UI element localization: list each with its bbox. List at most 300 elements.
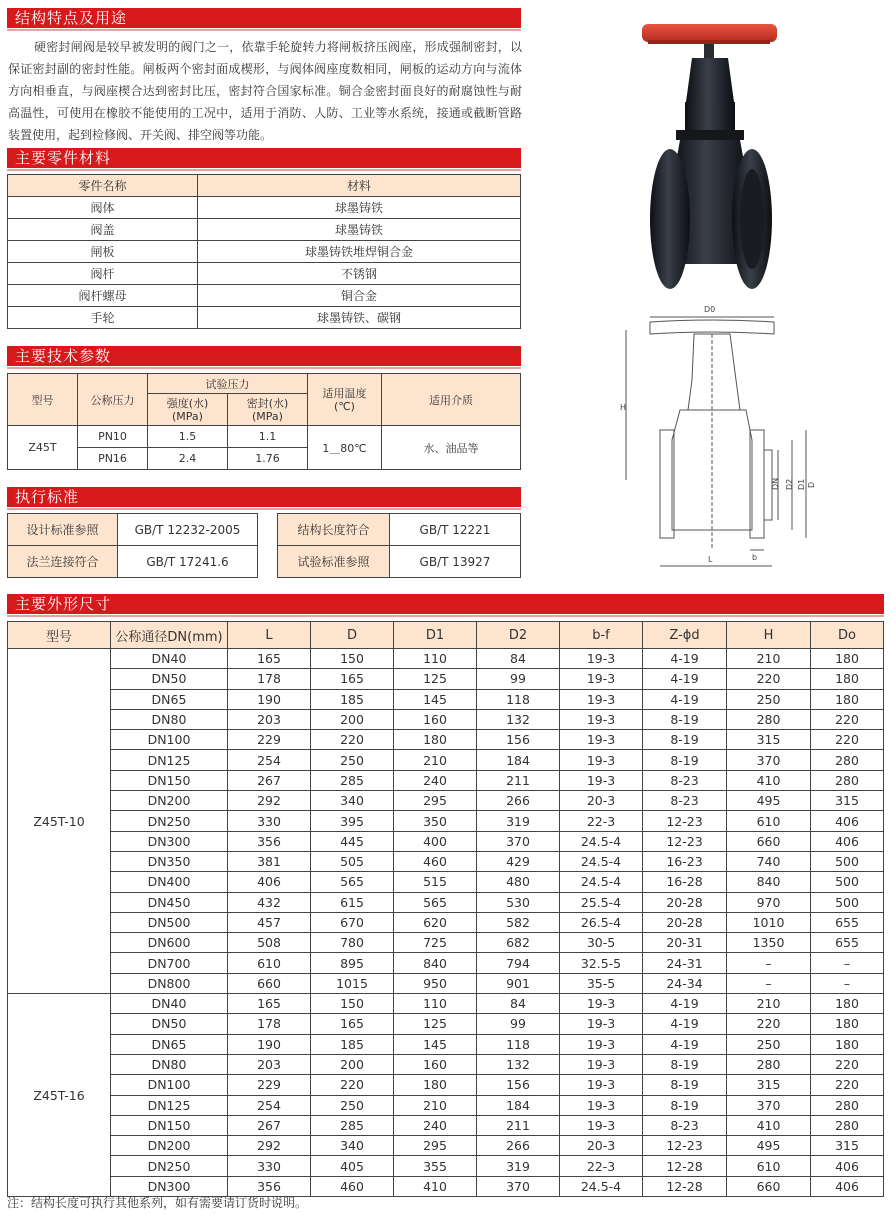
- dims-cell: 165: [311, 1014, 394, 1034]
- dims-cell: DN100: [111, 1075, 228, 1095]
- dims-cell: 315: [727, 1075, 811, 1095]
- material-value: 球墨铸铁、碳钢: [198, 307, 521, 329]
- dims-cell: DN100: [111, 730, 228, 750]
- dims-cell: 4-19: [643, 994, 727, 1014]
- tech-strength-unit: (MPa): [172, 409, 203, 423]
- dims-cell: –: [727, 973, 811, 993]
- materials-row: [8, 197, 521, 219]
- dims-cell: 125: [394, 1014, 477, 1034]
- dims-cell: 20-3: [560, 1136, 643, 1156]
- dims-cell: 266: [477, 1136, 560, 1156]
- dims-cell: DN250: [111, 1156, 228, 1176]
- dims-cell: 25.5-4: [560, 892, 643, 912]
- dims-cell: 460: [311, 1176, 394, 1196]
- dims-cell: 184: [477, 750, 560, 770]
- dims-cell: DN40: [111, 994, 228, 1014]
- dims-cell: DN200: [111, 1136, 228, 1156]
- dims-cell: 110: [394, 994, 477, 1014]
- dims-cell: 178: [228, 669, 311, 689]
- dims-cell: 180: [811, 994, 884, 1014]
- dims-cell: 150: [311, 649, 394, 669]
- dims-cell: 35-5: [560, 973, 643, 993]
- dims-cell: 8-19: [643, 1075, 727, 1095]
- standards-table: [7, 513, 521, 578]
- dims-header-cell: 公称通径DN(mm): [111, 622, 228, 649]
- dims-header-cell: b-f: [560, 622, 643, 649]
- dims-cell: 210: [727, 649, 811, 669]
- dims-cell: DN80: [111, 1054, 228, 1074]
- dims-cell: 508: [228, 933, 311, 953]
- dims-cell: 220: [811, 1054, 884, 1074]
- dims-cell: 410: [394, 1176, 477, 1196]
- dims-cell: 500: [811, 851, 884, 871]
- dims-cell: 32.5-5: [560, 953, 643, 973]
- dims-cell: –: [811, 973, 884, 993]
- dims-cell: 22-3: [560, 1156, 643, 1176]
- dims-cell: DN150: [111, 770, 228, 790]
- dims-cell: DN600: [111, 933, 228, 953]
- table-row: [8, 750, 884, 770]
- dims-cell: 185: [311, 1034, 394, 1054]
- dims-cell: 19-3: [560, 689, 643, 709]
- valve-photo: [630, 14, 790, 304]
- dims-cell: 16-28: [643, 872, 727, 892]
- dims-cell: 19-3: [560, 994, 643, 1014]
- table-row: [8, 892, 884, 912]
- dims-cell: 180: [811, 1034, 884, 1054]
- standard-value-length: GB/T 12221: [390, 514, 521, 546]
- dims-cell: 160: [394, 1054, 477, 1074]
- model-cell: Z45T-10: [8, 649, 111, 994]
- dims-cell: 220: [311, 730, 394, 750]
- dims-cell: 8-19: [643, 730, 727, 750]
- dims-cell: 655: [811, 912, 884, 932]
- dims-cell: 285: [311, 1115, 394, 1135]
- dims-cell: DN300: [111, 1176, 228, 1196]
- dims-cell: 266: [477, 791, 560, 811]
- section-header-standards: 执行标准: [7, 487, 521, 507]
- dims-cell: 20-28: [643, 892, 727, 912]
- tech-temp-label: 适用温度: [322, 386, 367, 400]
- table-row: [8, 669, 884, 689]
- dims-cell: 950: [394, 973, 477, 993]
- dims-cell: 8-23: [643, 1115, 727, 1135]
- material-part-name: 闸板: [8, 241, 198, 263]
- dims-cell: 655: [811, 933, 884, 953]
- dims-cell: 405: [311, 1156, 394, 1176]
- dims-cell: 740: [727, 851, 811, 871]
- table-row: [8, 973, 884, 993]
- dims-cell: 319: [477, 1156, 560, 1176]
- table-row: [8, 912, 884, 932]
- table-row: [8, 1054, 884, 1074]
- dims-cell: 840: [394, 953, 477, 973]
- dims-cell: DN250: [111, 811, 228, 831]
- dims-cell: 26.5-4: [560, 912, 643, 932]
- dims-cell: 370: [727, 750, 811, 770]
- table-row: [8, 791, 884, 811]
- dims-cell: 615: [311, 892, 394, 912]
- dims-header-cell: H: [727, 622, 811, 649]
- dims-cell: 565: [394, 892, 477, 912]
- dims-cell: 582: [477, 912, 560, 932]
- dims-header-cell: Do: [811, 622, 884, 649]
- footnote: 注：结构长度可执行其他系列，如有需要请订货时说明。: [7, 1196, 308, 1210]
- tech-seal-10: 1.1: [228, 426, 308, 448]
- dims-cell: 370: [727, 1095, 811, 1115]
- tech-seal-unit: (MPa): [252, 409, 283, 423]
- materials-row: [8, 219, 521, 241]
- dims-cell: 180: [394, 1075, 477, 1095]
- dims-cell: 180: [394, 730, 477, 750]
- dims-cell: 24.5-4: [560, 872, 643, 892]
- material-part-name: 手轮: [8, 307, 198, 329]
- dims-cell: 370: [477, 1176, 560, 1196]
- dims-cell: 19-3: [560, 730, 643, 750]
- tech-medium: 水、油品等: [382, 426, 521, 470]
- tech-header-test: 试验压力: [148, 374, 308, 394]
- dims-cell: 84: [477, 994, 560, 1014]
- dims-cell: 406: [811, 1176, 884, 1196]
- dims-cell: 165: [311, 669, 394, 689]
- dims-cell: 145: [394, 689, 477, 709]
- dims-cell: 229: [228, 1075, 311, 1095]
- table-row: [8, 730, 884, 750]
- intro-paragraph: 硬密封闸阀是较早被发明的阀门之一，依靠手轮旋转力将闸板挤压阀座，形成强制密封，以保证密封副的密封性能。闸板两个密封面成楔形，与阀体阀座度数相同，闸板的运动方向与流体方向相垂直，与阀座楔合达到密封比压，密封符合国家标准。铜合金密封面良好的耐腐蚀性与耐高温性，可使用在橡胶不能使用的工况中，适用于消防、人防、工业等水系统，接通或截断管路装置使用，起到检修阀、开关阀、排空阀等功能。: [8, 40, 522, 142]
- tech-header-seal: [228, 394, 308, 426]
- dims-cell: DN65: [111, 1034, 228, 1054]
- dims-cell: 24-31: [643, 953, 727, 973]
- table-row: [8, 1095, 884, 1115]
- dims-cell: 610: [727, 811, 811, 831]
- section-header-features: 结构特点及用途: [7, 8, 521, 28]
- dims-cell: 406: [811, 831, 884, 851]
- dims-cell: 210: [394, 1095, 477, 1115]
- label-d: D: [807, 481, 816, 488]
- tech-header-pn: 公称压力: [78, 374, 148, 426]
- dims-cell: 118: [477, 1034, 560, 1054]
- dims-header-cell: D: [311, 622, 394, 649]
- dims-cell: 267: [228, 770, 311, 790]
- dims-cell: 445: [311, 831, 394, 851]
- label-h: H: [620, 403, 627, 412]
- dims-cell: 30-5: [560, 933, 643, 953]
- standard-value-flange: GB/T 17241.6: [118, 546, 258, 578]
- dims-cell: DN800: [111, 973, 228, 993]
- dims-cell: 8-19: [643, 1095, 727, 1115]
- dims-cell: DN350: [111, 851, 228, 871]
- dims-cell: 670: [311, 912, 394, 932]
- table-row: [8, 811, 884, 831]
- dims-cell: 505: [311, 851, 394, 871]
- label-d1: D1: [797, 478, 806, 490]
- material-value: 球墨铸铁堆焊铜合金: [198, 241, 521, 263]
- dims-cell: 178: [228, 1014, 311, 1034]
- dims-cell: 8-19: [643, 1054, 727, 1074]
- dims-cell: 24-34: [643, 973, 727, 993]
- dims-cell: –: [727, 953, 811, 973]
- dims-cell: 200: [311, 1054, 394, 1074]
- tech-header-temp: [308, 374, 382, 426]
- table-row: [8, 1014, 884, 1034]
- dims-cell: DN125: [111, 1095, 228, 1115]
- dims-cell: 1010: [727, 912, 811, 932]
- dims-cell: 20-3: [560, 791, 643, 811]
- dims-cell: 211: [477, 1115, 560, 1135]
- table-row: [8, 1136, 884, 1156]
- dims-cell: 20-31: [643, 933, 727, 953]
- table-row: [8, 1034, 884, 1054]
- material-value: 不锈钢: [198, 263, 521, 285]
- dims-cell: DN40: [111, 649, 228, 669]
- table-row: [8, 953, 884, 973]
- dims-cell: 340: [311, 791, 394, 811]
- tech-seal-16: 1.76: [228, 448, 308, 470]
- table-row: [8, 851, 884, 871]
- section-header-materials: 主要零件材料: [7, 148, 521, 168]
- dims-cell: 99: [477, 669, 560, 689]
- dims-cell: 4-19: [643, 1034, 727, 1054]
- table-row: [8, 709, 884, 729]
- dims-cell: 190: [228, 689, 311, 709]
- dims-cell: DN80: [111, 709, 228, 729]
- dims-header-cell: L: [228, 622, 311, 649]
- dims-cell: 8-23: [643, 770, 727, 790]
- dims-cell: 406: [811, 1156, 884, 1176]
- dims-cell: 12-28: [643, 1176, 727, 1196]
- dims-cell: 350: [394, 811, 477, 831]
- dims-cell: 254: [228, 750, 311, 770]
- dims-cell: DN500: [111, 912, 228, 932]
- table-row: [8, 1075, 884, 1095]
- dims-cell: 150: [311, 994, 394, 1014]
- dims-cell: 400: [394, 831, 477, 851]
- dims-cell: 132: [477, 1054, 560, 1074]
- dims-cell: 250: [311, 1095, 394, 1115]
- dims-cell: 410: [727, 1115, 811, 1135]
- dims-cell: 1015: [311, 973, 394, 993]
- dims-cell: 210: [394, 750, 477, 770]
- dims-cell: DN50: [111, 669, 228, 689]
- table-row: [8, 649, 884, 669]
- dims-cell: 610: [727, 1156, 811, 1176]
- table-row: [8, 1156, 884, 1176]
- dims-cell: 315: [811, 1136, 884, 1156]
- tech-seal-label: 密封(水): [246, 396, 289, 410]
- dims-cell: DN450: [111, 892, 228, 912]
- dims-cell: 460: [394, 851, 477, 871]
- dims-cell: 480: [477, 872, 560, 892]
- dims-cell: 565: [311, 872, 394, 892]
- dims-cell: 19-3: [560, 669, 643, 689]
- left-flange-icon: [650, 149, 690, 289]
- tech-header-strength: [148, 394, 228, 426]
- dims-cell: 660: [228, 973, 311, 993]
- label-b: b: [752, 553, 758, 562]
- tech-pn-16: PN16: [78, 448, 148, 470]
- dims-cell: 250: [311, 750, 394, 770]
- table-row: [8, 994, 884, 1014]
- dims-cell: 19-3: [560, 709, 643, 729]
- dims-cell: 280: [811, 770, 884, 790]
- valve-drawing: [612, 300, 822, 575]
- dims-cell: 165: [228, 649, 311, 669]
- materials-row: [8, 307, 521, 329]
- material-part-name: 阀体: [8, 197, 198, 219]
- dims-cell: 19-3: [560, 770, 643, 790]
- dimensions-table: [7, 621, 884, 1197]
- dims-cell: 381: [228, 851, 311, 871]
- dims-cell: 356: [228, 1176, 311, 1196]
- standard-label-length: 结构长度符合: [278, 514, 390, 546]
- label-l: L: [708, 555, 713, 564]
- dims-cell: DN65: [111, 689, 228, 709]
- dims-cell: 190: [228, 1034, 311, 1054]
- dims-cell: 340: [311, 1136, 394, 1156]
- dims-cell: 180: [811, 1014, 884, 1034]
- dims-cell: 292: [228, 791, 311, 811]
- dims-cell: 160: [394, 709, 477, 729]
- dims-cell: 180: [811, 669, 884, 689]
- dims-cell: 240: [394, 770, 477, 790]
- dims-cell: 4-19: [643, 1014, 727, 1034]
- dims-cell: 515: [394, 872, 477, 892]
- dims-cell: 4-19: [643, 669, 727, 689]
- standard-value-test: GB/T 13927: [390, 546, 521, 578]
- dims-cell: 24.5-4: [560, 1176, 643, 1196]
- materials-header-part: 零件名称: [8, 175, 198, 197]
- dims-cell: 20-28: [643, 912, 727, 932]
- dims-cell: 254: [228, 1095, 311, 1115]
- model-cell: Z45T-16: [8, 994, 111, 1197]
- dims-cell: 660: [727, 831, 811, 851]
- dims-cell: 24.5-4: [560, 851, 643, 871]
- dims-cell: 319: [477, 811, 560, 831]
- dims-cell: 406: [228, 872, 311, 892]
- dims-cell: 4-19: [643, 689, 727, 709]
- dims-cell: 132: [477, 709, 560, 729]
- dims-cell: 220: [727, 1014, 811, 1034]
- dims-cell: 165: [228, 994, 311, 1014]
- tech-header-medium: 适用介质: [382, 374, 521, 426]
- dims-cell: 185: [311, 689, 394, 709]
- dims-cell: 220: [311, 1075, 394, 1095]
- dims-cell: 156: [477, 1075, 560, 1095]
- dims-cell: 229: [228, 730, 311, 750]
- dims-cell: 406: [811, 811, 884, 831]
- standard-value-design: GB/T 12232-2005: [118, 514, 258, 546]
- dims-cell: 280: [727, 709, 811, 729]
- tech-params-table: [7, 373, 521, 470]
- tech-strength-10: 1.5: [148, 426, 228, 448]
- dims-cell: 295: [394, 1136, 477, 1156]
- tech-strength-16: 2.4: [148, 448, 228, 470]
- material-value: 铜合金: [198, 285, 521, 307]
- dims-cell: 220: [811, 709, 884, 729]
- dims-cell: 156: [477, 730, 560, 750]
- dims-cell: 250: [727, 689, 811, 709]
- dims-cell: 280: [811, 1095, 884, 1115]
- dims-cell: 8-19: [643, 709, 727, 729]
- dims-cell: 110: [394, 649, 477, 669]
- dims-cell: 780: [311, 933, 394, 953]
- table-row: [8, 1115, 884, 1135]
- section-header-tech: 主要技术参数: [7, 346, 521, 366]
- dims-cell: 429: [477, 851, 560, 871]
- dims-header-cell: 型号: [8, 622, 111, 649]
- dims-cell: 457: [228, 912, 311, 932]
- dims-cell: 330: [228, 811, 311, 831]
- dims-cell: 295: [394, 791, 477, 811]
- dims-cell: 682: [477, 933, 560, 953]
- label-d2: D2: [785, 478, 794, 490]
- table-row: [8, 770, 884, 790]
- dims-cell: 220: [811, 1075, 884, 1095]
- dims-cell: 840: [727, 872, 811, 892]
- dims-cell: 280: [727, 1054, 811, 1074]
- dims-cell: DN50: [111, 1014, 228, 1034]
- dims-cell: DN125: [111, 750, 228, 770]
- dims-cell: 240: [394, 1115, 477, 1135]
- materials-row: [8, 263, 521, 285]
- dims-cell: 267: [228, 1115, 311, 1135]
- dims-cell: DN300: [111, 831, 228, 851]
- dims-cell: 19-3: [560, 1115, 643, 1135]
- dims-cell: 901: [477, 973, 560, 993]
- standard-label-design: 设计标准参照: [8, 514, 118, 546]
- dims-cell: 432: [228, 892, 311, 912]
- tech-temp: 1＿80℃: [308, 426, 382, 470]
- dims-cell: 8-19: [643, 750, 727, 770]
- material-part-name: 阀杆螺母: [8, 285, 198, 307]
- dims-cell: 895: [311, 953, 394, 973]
- label-dn: DN: [771, 477, 780, 490]
- dims-cell: 99: [477, 1014, 560, 1034]
- table-row: [8, 831, 884, 851]
- dims-cell: 495: [727, 1136, 811, 1156]
- dims-cell: 285: [311, 770, 394, 790]
- dims-cell: 315: [727, 730, 811, 750]
- dims-cell: 530: [477, 892, 560, 912]
- materials-row: [8, 241, 521, 263]
- dims-cell: 19-3: [560, 1014, 643, 1034]
- dims-cell: 315: [811, 791, 884, 811]
- dims-cell: 220: [811, 730, 884, 750]
- dims-cell: 330: [228, 1156, 311, 1176]
- tech-pn-10: PN10: [78, 426, 148, 448]
- dims-cell: 725: [394, 933, 477, 953]
- dims-cell: 620: [394, 912, 477, 932]
- dims-cell: 16-23: [643, 851, 727, 871]
- standard-label-test: 试验标准参照: [278, 546, 390, 578]
- label-d0: D0: [704, 305, 716, 314]
- table-row: [8, 872, 884, 892]
- dims-cell: 610: [228, 953, 311, 973]
- dims-cell: 184: [477, 1095, 560, 1115]
- table-row: [8, 689, 884, 709]
- handwheel-icon: [642, 24, 777, 44]
- dims-cell: 280: [811, 750, 884, 770]
- tech-model: Z45T: [8, 426, 78, 470]
- dims-cell: 292: [228, 1136, 311, 1156]
- dims-cell: 203: [228, 1054, 311, 1074]
- dims-cell: 356: [228, 831, 311, 851]
- materials-header-material: 材料: [198, 175, 521, 197]
- dims-cell: 210: [727, 994, 811, 1014]
- dims-cell: 280: [811, 1115, 884, 1135]
- dims-cell: 19-3: [560, 1095, 643, 1115]
- dims-cell: 19-3: [560, 1054, 643, 1074]
